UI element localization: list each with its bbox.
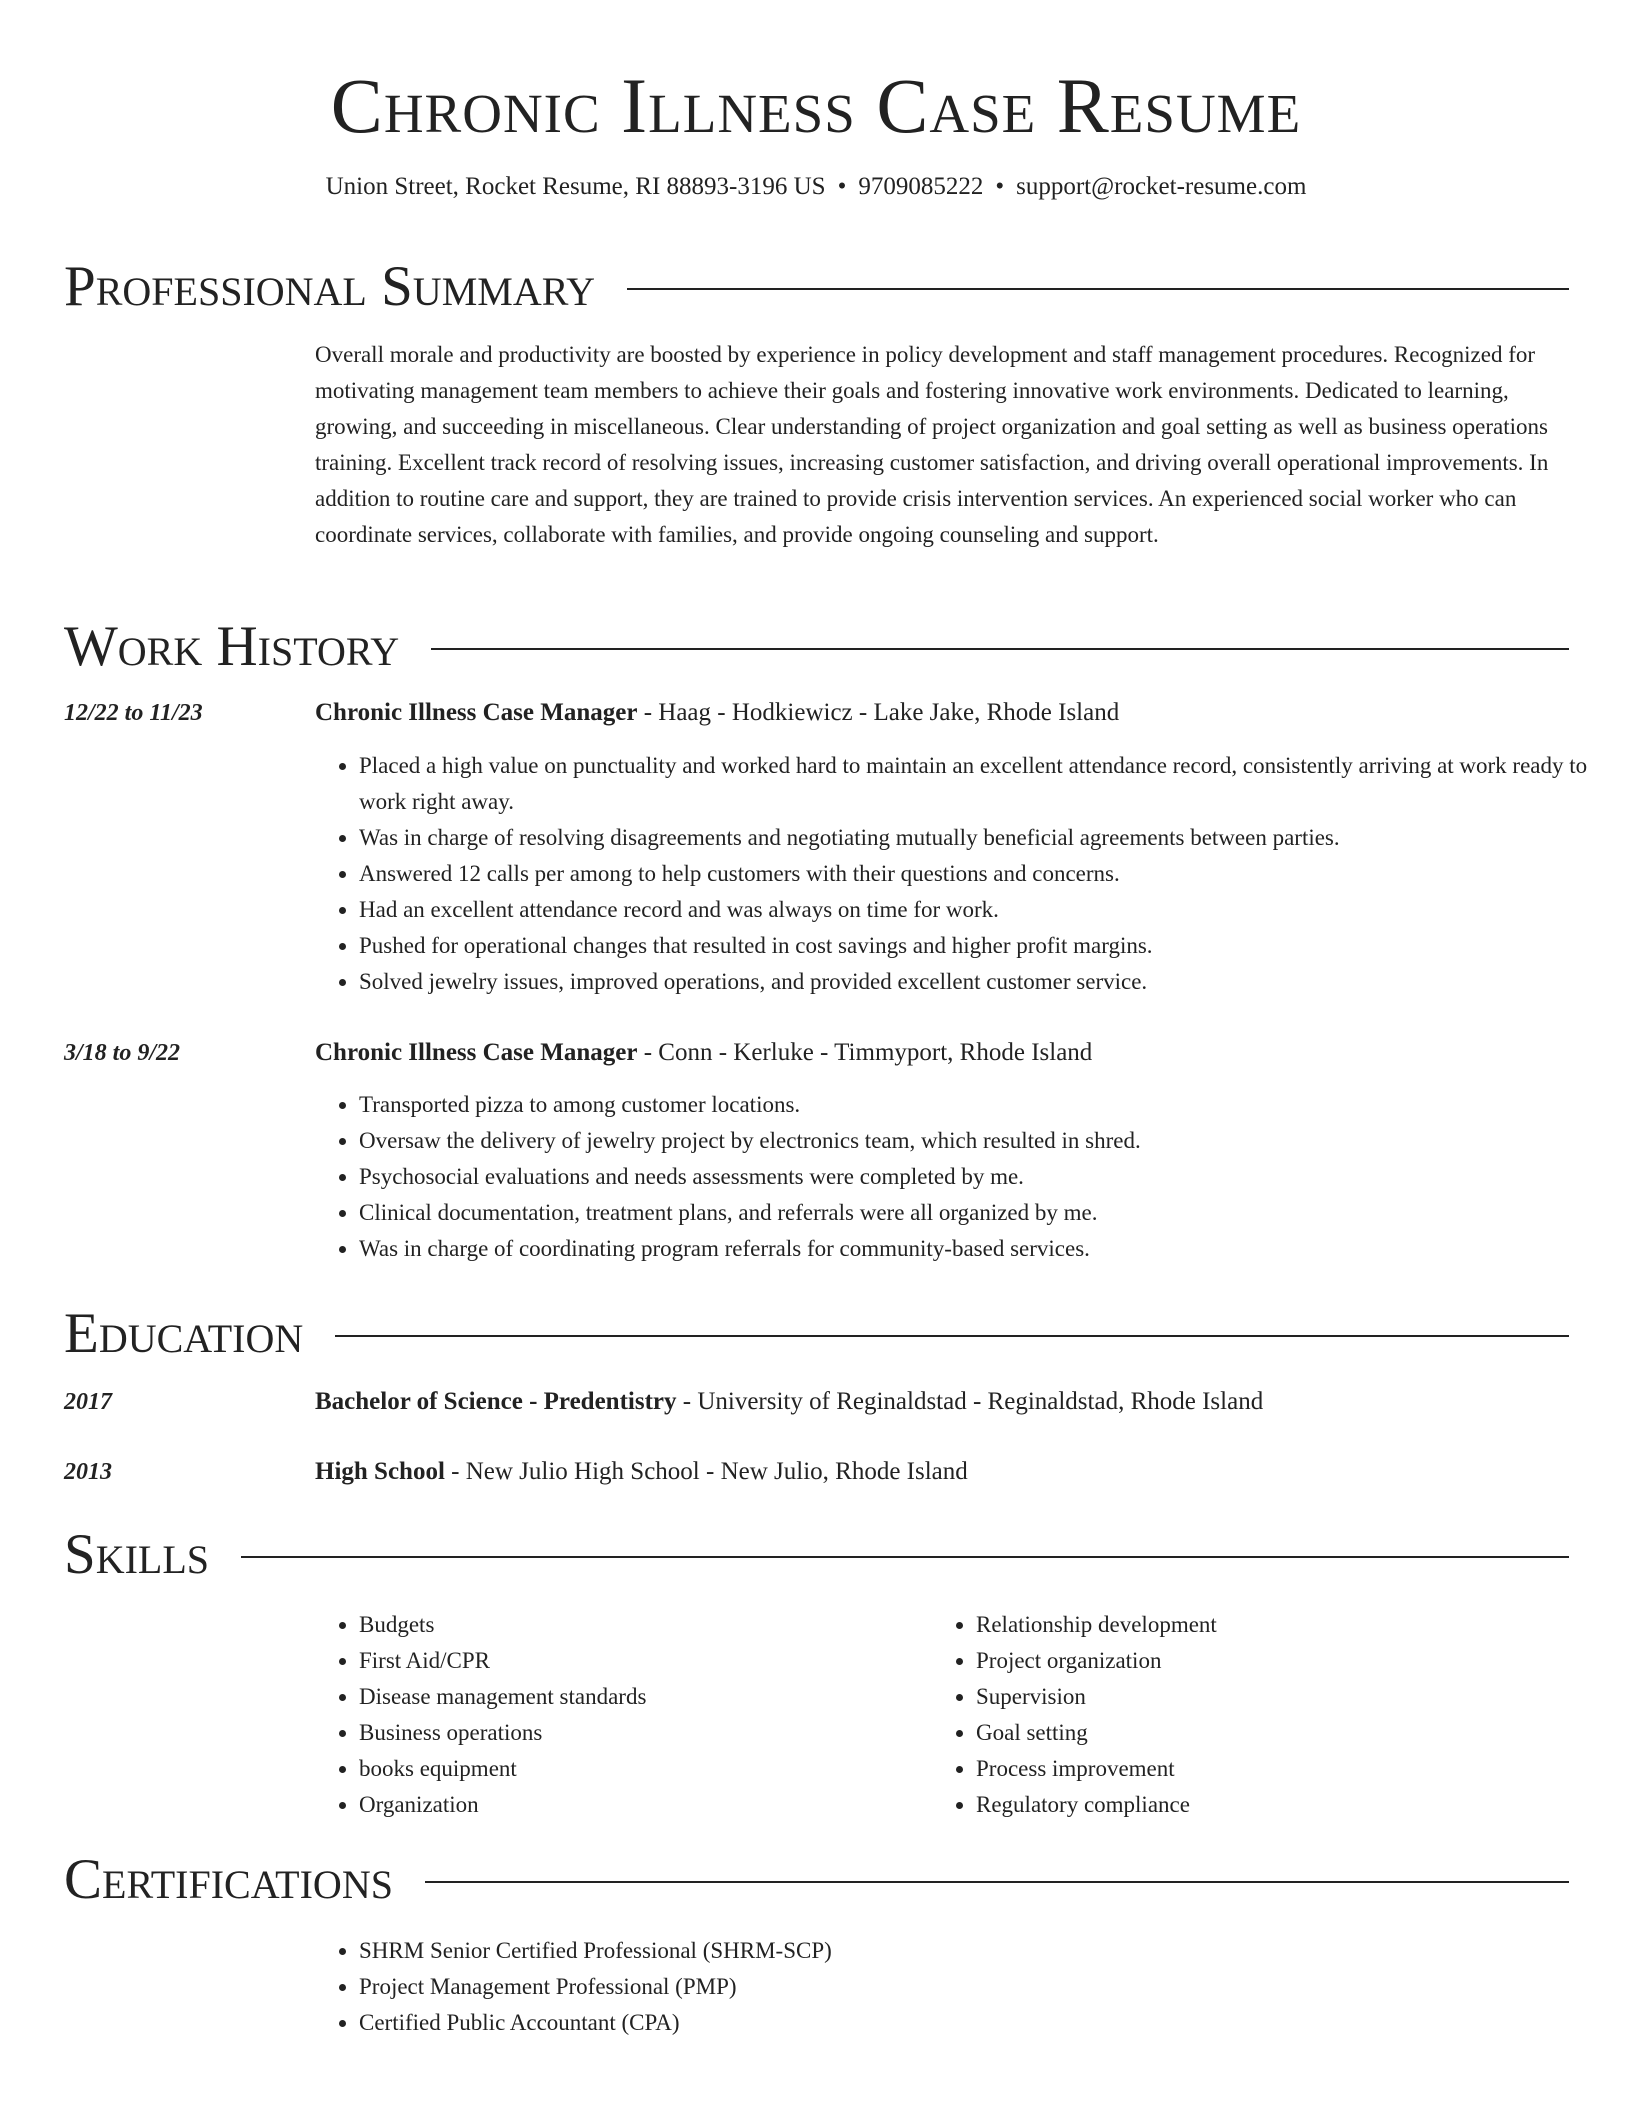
skill-item: • Relationship development <box>976 1607 1616 1643</box>
job-duty: • Solved jewelry issues, improved operations, and provided excellent customer service. <box>359 964 1609 1000</box>
contact-line <box>0 170 1632 204</box>
education-year: 2017 <box>64 1389 112 1415</box>
section-title-education: Education <box>64 1302 304 1365</box>
education-details: - University of Reginaldstad - Reginaldstad, Rhode Island <box>676 1388 1264 1415</box>
education-entry <box>315 1385 1575 1419</box>
education-degree: High School <box>315 1458 445 1485</box>
job-heading <box>315 1036 1575 1070</box>
contact-phone: 9709085222 <box>858 173 984 200</box>
contact-email: support@rocket-resume.com <box>1016 173 1307 200</box>
contact-separator: • <box>837 173 847 200</box>
job-dates: 3/18 to 9/22 <box>64 1040 181 1066</box>
resume-title: Chronic Illness Case Resume <box>330 62 1302 149</box>
section-divider <box>335 1335 1569 1337</box>
education-details: - New Julio High School - New Julio, Rhode Island <box>444 1458 968 1485</box>
section-divider <box>627 288 1569 290</box>
skill-item: • Project organization <box>976 1643 1616 1679</box>
section-title-summary: Professional Summary <box>64 255 596 318</box>
section-header-work-history <box>64 614 1569 680</box>
skills-list-left <box>315 1607 919 1823</box>
job-duty: • Pushed for operational changes that resulted in cost savings and higher profit margins. <box>359 928 1609 964</box>
section-header-certifications <box>64 1847 1569 1913</box>
section-title-certifications: Certifications <box>64 1848 393 1911</box>
education-year: 2013 <box>64 1459 112 1485</box>
contact-separator: • <box>995 173 1005 200</box>
skill-item: • Disease management standards <box>359 1679 919 1715</box>
job-duties-list <box>315 748 1609 1000</box>
job-duty: • Transported pizza to among customer locations. <box>359 1087 1609 1123</box>
education-degree: Bachelor of Science - Predentistry <box>315 1388 677 1415</box>
section-header-education <box>64 1301 1569 1367</box>
job-duty: • Had an excellent attendance record and was always on time for work. <box>359 892 1609 928</box>
certification-item: • SHRM Senior Certified Professional (SHRM-SCP) <box>359 1933 1609 1969</box>
skills-list-right <box>932 1607 1616 1823</box>
certifications-list <box>315 1933 1609 2041</box>
job-duty: • Was in charge of resolving disagreements and negotiating mutually beneficial agreements between parties. <box>359 820 1609 856</box>
section-divider <box>425 1881 1569 1883</box>
summary-text: Overall morale and productivity are boosted by experience in policy development and staff management procedures. Recognized for motivating management team members to achieve their goals and fostering innovative work environments. Dedicated to learning, growing, and succeeding in miscellaneous. Clear understanding of project organization and goal setting as well as business operations training. Excellent track record of resolving issues, increasing customer satisfaction, and driving overall operational improvements. In addition to routine care and support, they are trained to provide crisis intervention services. An experienced social worker who can coordinate services, collaborate with families, and provide ongoing counseling and support. <box>315 342 1549 547</box>
certification-item: • Certified Public Accountant (CPA) <box>359 2005 1609 2041</box>
job-title: Chronic Illness Case Manager <box>315 699 638 726</box>
job-duty: • Clinical documentation, treatment plans, and referrals were all organized by me. <box>359 1195 1609 1231</box>
section-header-summary <box>64 254 1569 320</box>
job-duty: • Oversaw the delivery of jewelry project by electronics team, which resulted in shred. <box>359 1123 1609 1159</box>
section-title-skills: Skills <box>64 1523 210 1586</box>
job-details: - Haag - Hodkiewicz - Lake Jake, Rhode Island <box>637 699 1120 726</box>
skill-item: • Goal setting <box>976 1715 1616 1751</box>
section-title-work-history: Work History <box>64 615 400 678</box>
skill-item: • Regulatory compliance <box>976 1787 1616 1823</box>
section-header-skills <box>64 1522 1569 1588</box>
skill-item: • Budgets <box>359 1607 919 1643</box>
job-duty: • Was in charge of coordinating program referrals for community-based services. <box>359 1231 1609 1267</box>
job-title: Chronic Illness Case Manager <box>315 1039 638 1066</box>
skill-item: • books equipment <box>359 1751 919 1787</box>
job-dates: 12/22 to 11/23 <box>64 700 203 726</box>
contact-address: Union Street, Rocket Resume, RI 88893-3196 US <box>325 173 826 200</box>
job-duties-list <box>315 1087 1609 1267</box>
section-divider <box>431 648 1569 650</box>
job-heading <box>315 696 1575 730</box>
job-duty: • Answered 12 calls per among to help customers with their questions and concerns. <box>359 856 1609 892</box>
skill-item: • Organization <box>359 1787 919 1823</box>
job-duty: • Psychosocial evaluations and needs assessments were completed by me. <box>359 1159 1609 1195</box>
section-divider <box>241 1556 1569 1558</box>
job-duty: • Placed a high value on punctuality and worked hard to maintain an excellent attendance record, consistently arriving at work ready to work right away. <box>359 748 1609 820</box>
certification-item: • Project Management Professional (PMP) <box>359 1969 1609 2005</box>
skill-item: • First Aid/CPR <box>359 1643 919 1679</box>
skill-item: • Process improvement <box>976 1751 1616 1787</box>
education-entry <box>315 1455 1575 1489</box>
skill-item: • Business operations <box>359 1715 919 1751</box>
job-details: - Conn - Kerluke - Timmyport, Rhode Island <box>637 1039 1093 1066</box>
skill-item: • Supervision <box>976 1679 1616 1715</box>
